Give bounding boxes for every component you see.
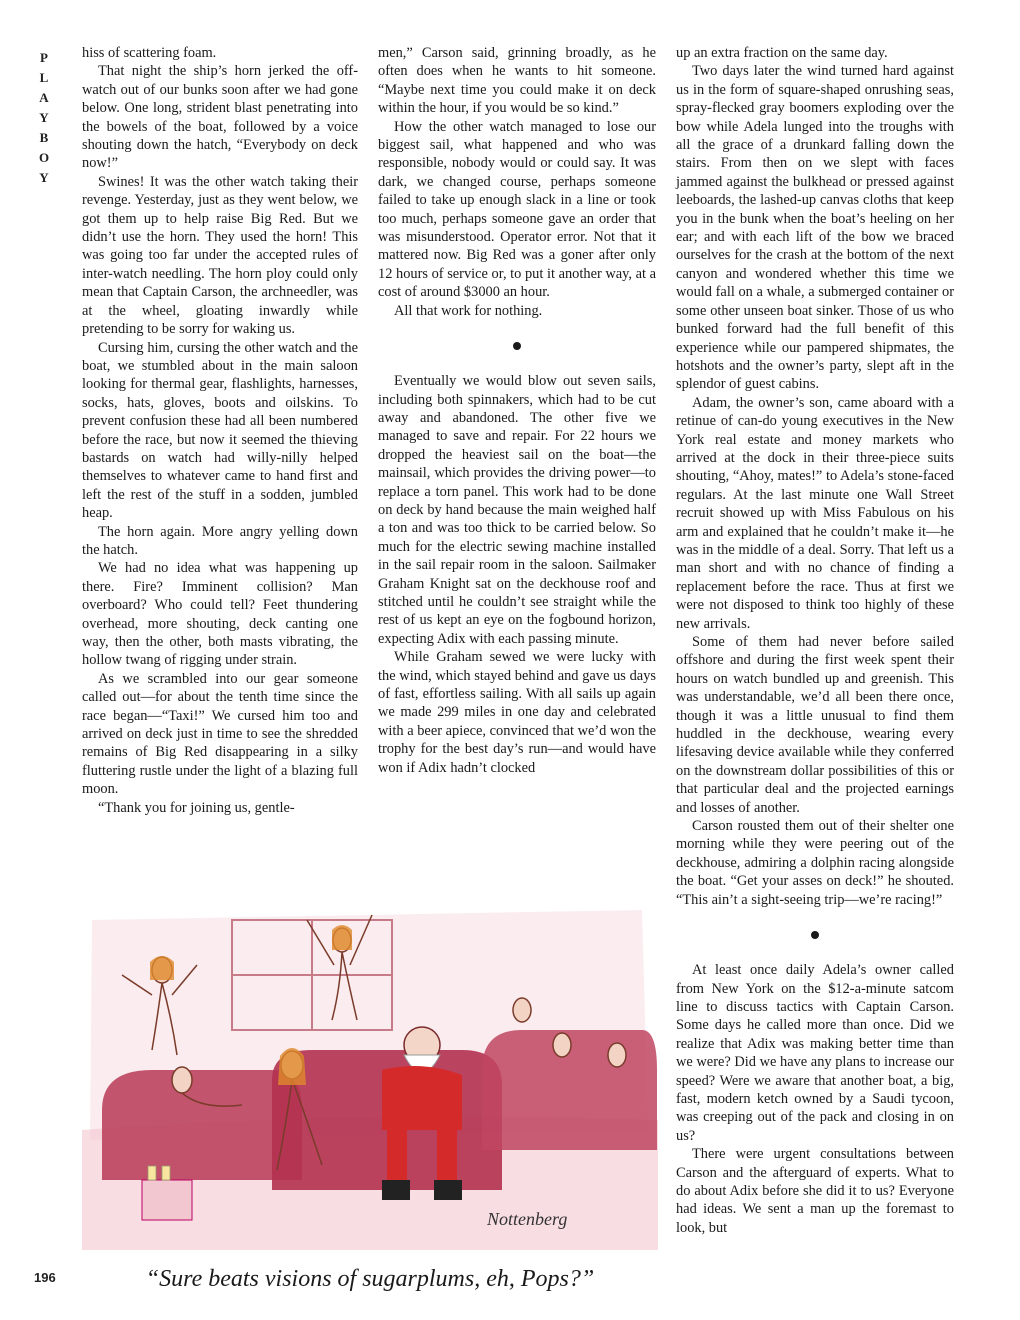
text-column-3 bbox=[676, 44, 954, 1237]
paragraph: up an extra fraction on the same day. bbox=[676, 45, 888, 61]
paragraph: Two days later the wind turned hard against us in the form of square-shaped onrushing seas, spray-flecked gray boomers exploding over the bow while Adela lunged into the troughs with all the grace of a drunkard falling down the stairs. From then on we slept with faces jammed against the bulkhead or pressed against leeboards, the lashed-up canvas cloths that keep you in the bunk when the boat’s heeling on her ear; and with each lift of the bow we braced ourselves for the crash at the bottom of the next canyon and wondered whether this time we would fall on a whale, a submerged container or some other unseen boat sinker. Those of us who bunked forward had the full benefit of this experience while our pampered shipmates, the hotshots and the owner’s party, slept aft in the splendor of guest cabins. bbox=[676, 63, 954, 393]
sidebar-letter: P bbox=[40, 50, 48, 65]
paragraph: There were urgent consultations between Carson and the afterguard of experts. What to do about Adix before she did it to us? Everyone had ideas. We sent a man up the foremast to look, but bbox=[676, 1146, 954, 1236]
section-break-dot bbox=[513, 342, 521, 350]
paragraph: “Thank you for joining us, gentle- bbox=[98, 799, 295, 816]
sidebar-letter: B bbox=[39, 130, 49, 145]
artist-signature: Nottenberg bbox=[487, 1209, 568, 1229]
magazine-sidebar-title bbox=[34, 48, 54, 188]
paragraph: As we scrambled into our gear someone called out—for about the tenth time since the race began—“Taxi!” We cursed him too and arrived on deck just in time to see the shredded remains of Big Red disappearing in a silky fluttering rustle under the light of a blazing full moon. bbox=[82, 670, 358, 798]
paragraph: All that work for nothing. bbox=[394, 302, 543, 319]
sidebar-letter: O bbox=[38, 150, 50, 165]
paragraph: The horn again. More angry yelling down the hatch. bbox=[82, 523, 358, 558]
paragraph: Eventually we would blow out seven sails, including both spinnakers, which had to be cut away and abandoned. The other five we managed to save and repair. For 22 hours we dropped the heaviest sail on the boat—the mainsail, which provides the driving power—to replace a torn panel. This work had to be done on deck by hand because the main weighed half a ton and was too thick to be carried below. So much for the electric sewing machine installed in the sail repair room in the saloon. Sailmaker Graham Knight sat on the deckhouse roof and stitched until he couldn’t see straight while the rest of us kept an eye on the fogbound horizon, expecting Adix with each passing minute. bbox=[378, 373, 656, 647]
paragraph: Adam, the owner’s son, came aboard with a retinue of can-do young executives in the New York real estate and money markets who arrived at the dock in their three-piece suits shouting, “Ahoy, mates!” to Adela’s stone-faced regulars. At the last minute one Wall Street recruit showed up with Miss Fabulous on his arm and explained that he couldn’t make it—he was in the middle of a deal. Sorry. That left us a man short and with no chance of finding a replacement before the race. Thus at first we were not disposed to think too highly of these new arrivals. bbox=[676, 394, 954, 632]
cartoon-caption: “Sure beats visions of sugarplums, eh, Pops?” bbox=[145, 1266, 595, 1292]
paragraph: Cursing him, cursing the other watch and the boat, we stumbled about in the main saloon looking for thermal gear, flashlights, harnesses, socks, hats, gloves, boots and oilskins. To prevent confusion these had all been numbered before the race, but now it seemed the thieving bastards on watch had willy-nilly helped themselves to whatever came to hand first and left the rest of the stuff in a sodden, jumbled heap. bbox=[82, 339, 358, 522]
paragraph: While Graham sewed we were lucky with the wind, which stayed behind and gave us days of fast, effortless sailing. With all sails up again we made 299 miles in one day and celebrated with a beer apiece, convinced that we’d won the trophy for the best day’s run—and would have won if Adix hadn’t clocked bbox=[378, 649, 656, 776]
sidebar-letter: Y bbox=[39, 110, 49, 125]
paragraph: How the other watch managed to lose our biggest sail, what happened and who was responsible, nobody would or could say. It was dark, we changed course, perhaps someone failed to take up enough slack in a line or took too much, perhaps someone gave an order that was misunderstood. Operator error. Not that it mattered now. Big Red was a goner after only 12 hours of service or, to put it another way, at a cost of around $3000 an hour. bbox=[378, 118, 656, 301]
sidebar-letter: L bbox=[39, 70, 49, 85]
paragraph: Carson rousted them out of their shelter one morning while they were peering out of the deckhouse, admiring a dolphin racing alongside the boat. “Get your asses on deck!” he shouted. “This ain’t a sight-seeing trip—we’re racing!” bbox=[676, 818, 954, 908]
paragraph: Some of them had never before sailed offshore and during the first week spent their hours on watch bundled up and greenish. This was understandable, we’d all been there once, though it was a little unusual to find them huddled in the deckhouse, wearing every lifesaving device available while they conferred on the downstream dollar possibilities of this or that particular deal and the projected earnings and losses of another. bbox=[676, 634, 954, 816]
paragraph: hiss of scattering foam. bbox=[82, 45, 217, 61]
paragraph: We had no idea what was happening up there. Fire? Imminent collision? Man overboard? Who could tell? Feet thundering overhead, more shouting, deck canting one way, then the other, both masts vibrating, the hollow twang of rigging under strain. bbox=[82, 560, 358, 669]
sidebar-letter: A bbox=[39, 90, 49, 105]
text-column-2 bbox=[378, 44, 656, 777]
paragraph: That night the ship’s horn jerked the off-watch out of our bunks soon after we had gone below. One long, strident blast penetrating into the bowels of the boat, followed by a voice shouting down the hatch, “Everybody on deck now!” bbox=[82, 63, 358, 172]
paragraph: Swines! It was the other watch taking their revenge. Yesterday, just as they went below, we got them up to help raise Big Red. But we didn’t use the horn. They used the horn! This was going too far under the accepted rules of inter-watch needling. The horn ploy could only mean that Captain Carson, the archneedler, was at the wheel, gloating inwardly while pretending to be sorry for waking us. bbox=[82, 173, 358, 338]
sidebar-letter: Y bbox=[39, 170, 49, 185]
section-break-dot bbox=[811, 931, 819, 939]
paragraph: men,” Carson said, grinning broadly, as he often does when he wants to hit someone. “Maybe next time you could make it on deck within the hour, if you would be so kind.” bbox=[378, 45, 656, 117]
cartoon-illustration bbox=[82, 880, 658, 1250]
page-number: 196 bbox=[34, 1270, 56, 1285]
text-column-1 bbox=[82, 44, 358, 817]
paragraph: At least once daily Adela’s owner called from New York on the $12-a-minute satcom line to discuss tactics with Captain Carson. Some days he called more than once. Did we realize that Adix was making better time than we were? Did we have any plans to increase our speed? Were we aware that another boat, a big, fast, modern ketch owned by a Saudi tycoon, was creeping out of the pack and closing in on us? bbox=[676, 962, 954, 1144]
